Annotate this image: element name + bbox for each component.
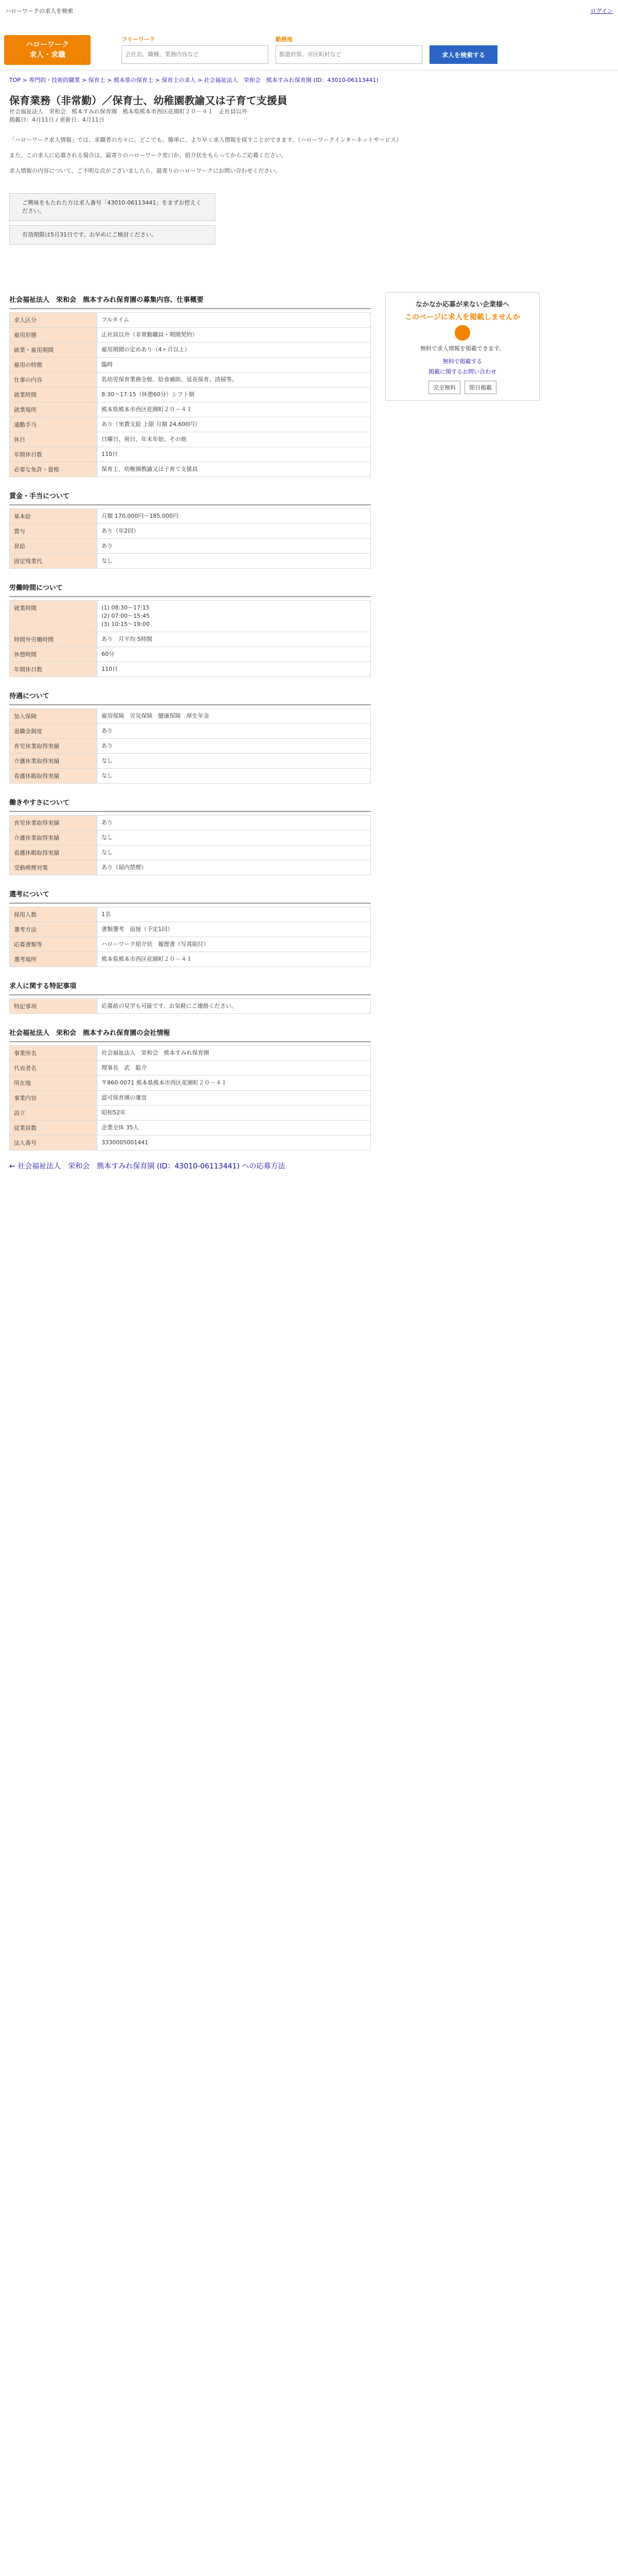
row-label: 代表者名 (10, 1061, 97, 1076)
row-value: なし (97, 769, 371, 784)
row-value: フルタイム (97, 313, 371, 328)
row-value: あり (97, 724, 371, 739)
section-title: 労働時間について (9, 578, 371, 597)
row-label: 育児休業取得実績 (10, 816, 97, 831)
row-label: 従業員数 (10, 1121, 97, 1136)
section-title: 働きやすさについて (9, 793, 371, 812)
row-label: 就業・雇用期間 (10, 343, 97, 358)
row-value: 書類選考 面接（予定1回） (97, 922, 371, 937)
megaphone-icon (455, 325, 470, 341)
row-label: 就業時間 (10, 601, 97, 632)
free-word-label: フリーワード (122, 36, 156, 43)
row-value: 臨時 (97, 358, 371, 372)
row-value: (1) 08:30〜17:15 (2) 07:00〜15:45 (3) 10:15〜19:00 (97, 601, 371, 632)
ad-tag: 完全無料 (428, 381, 460, 394)
table-row (10, 845, 371, 860)
table-row (10, 831, 371, 845)
row-label: 時間外労働時間 (10, 632, 97, 647)
table-row (10, 1091, 371, 1106)
ad-tag: 即日掲載 (465, 381, 496, 394)
intro-para: 求人情報の内容について、ご不明な点がございましたら、最寄りのハローワークにお問い合わせください。 (9, 167, 281, 174)
ad-link[interactable]: 無料で掲載する (442, 358, 483, 365)
section-table (9, 509, 371, 569)
row-value: 企業全体 35人 (97, 1121, 371, 1136)
row-label: 看護休暇取得実績 (10, 769, 97, 784)
table-row (10, 524, 371, 539)
table-row (10, 328, 371, 343)
row-value: 保育士、幼稚園教諭又は子育て支援員 (97, 462, 371, 477)
table-row (10, 372, 371, 387)
table-row (10, 632, 371, 647)
table-row (10, 999, 371, 1014)
free-word-input[interactable] (122, 45, 268, 64)
intro-para: 「ハローワーク求人情報」では、求職者の方々に、どこでも、簡単に、より早く求人情報を探すことができます。（ハローワークインターネットサービス） (9, 137, 402, 143)
notice-box (9, 193, 215, 221)
table-row (10, 754, 371, 769)
section-title: 選考について (9, 885, 371, 904)
row-label: 賞与 (10, 524, 97, 539)
row-value: 昭和52年 (97, 1106, 371, 1121)
section-table (9, 815, 371, 875)
row-label: 採用人数 (10, 907, 97, 922)
row-label: 介護休業取得実績 (10, 754, 97, 769)
section-title: 賃金・手当について (9, 486, 371, 505)
table-row (10, 432, 371, 447)
row-value: 認可保育園の運営 (97, 1091, 371, 1106)
table-row (10, 447, 371, 462)
row-label: 看護休暇取得実績 (10, 845, 97, 860)
row-value: 60分 (97, 647, 371, 662)
table-row (10, 724, 371, 739)
table-row (10, 1046, 371, 1061)
table-row (10, 1076, 371, 1091)
row-label: 仕事の内容 (10, 372, 97, 387)
table-row (10, 1121, 371, 1136)
location-input[interactable] (276, 45, 422, 64)
table-row (10, 417, 371, 432)
ad-text: 無料で求人情報を掲載できます。 (420, 345, 505, 352)
table-row (10, 709, 371, 724)
ad-highlight: このページに求人を掲載しませんか (405, 313, 520, 321)
section-title: 社会福祉法人 栄和会 熊本すみれ保育園の会社情報 (9, 1023, 371, 1042)
section-table (9, 600, 371, 677)
row-label: 受動喫煙対策 (10, 860, 97, 875)
row-value: 3330005001441 (97, 1136, 371, 1150)
job-details (9, 281, 371, 1150)
row-value: あり (97, 739, 371, 754)
row-value: 理事長 武 聡介 (97, 1061, 371, 1076)
row-value: あり（実費支給 上限 月額 24,600円） (97, 417, 371, 432)
header (0, 22, 618, 71)
row-value: あり (97, 539, 371, 554)
table-row (10, 343, 371, 358)
row-label: 求人区分 (10, 313, 97, 328)
row-value: 社会福祉法人 栄和会 熊本すみれ保育園 (97, 1046, 371, 1061)
table-row (10, 313, 371, 328)
table-row (10, 907, 371, 922)
row-value: 8:30〜17:15（休憩60分）シフト制 (97, 387, 371, 402)
row-label: 退職金制度 (10, 724, 97, 739)
row-value: 月額 170,000円〜185,000円 (97, 509, 371, 524)
section-table (9, 1045, 371, 1150)
row-value: なし (97, 831, 371, 845)
table-row (10, 1106, 371, 1121)
table-row (10, 937, 371, 952)
row-value: なし (97, 554, 371, 569)
row-label: 育児休業取得実績 (10, 739, 97, 754)
table-row (10, 922, 371, 937)
row-label: 介護休業取得実績 (10, 831, 97, 845)
row-value: 〒860-0071 熊本県熊本市西区花園町２０－４１ (97, 1076, 371, 1091)
row-label: 休日 (10, 432, 97, 447)
row-value: 雇用保険 労災保険 健康保険 厚生年金 (97, 709, 371, 724)
row-value: 熊本県熊本市西区花園町２０－４１ (97, 402, 371, 417)
table-row (10, 358, 371, 372)
ad-heading: なかなか応募が来ない企業様へ (415, 301, 509, 309)
row-label: 事業所名 (10, 1046, 97, 1061)
page-title: 保育業務（非常勤）／保育士、幼稚園教諭又は子育て支援員 (9, 94, 287, 107)
table-row (10, 509, 371, 524)
section-title: 求人に関する特記事項 (9, 976, 371, 995)
row-label: 加入保険 (10, 709, 97, 724)
table-row (10, 662, 371, 677)
intro-text (0, 128, 453, 189)
ad-link[interactable]: 掲載に関するお問い合わせ (428, 368, 496, 375)
row-value: なし (97, 754, 371, 769)
row-value: 乳幼児保育業務全般。給食補助、延長保育、清掃等。 (97, 372, 371, 387)
site-logo[interactable] (4, 35, 91, 65)
row-label: 基本給 (10, 509, 97, 524)
section-title: 社会福祉法人 栄和会 熊本すみれ保育園の募集内容、仕事概要 (9, 290, 371, 309)
site-tagline: ハローワークの求人を検索 (5, 8, 73, 14)
notice-expiry: 有効期限は5月31日です。お早めにご検討ください。 (22, 231, 158, 238)
row-label: 特記事項 (10, 999, 97, 1014)
table-row (10, 601, 371, 632)
row-value: 110日 (97, 662, 371, 677)
notice-box (9, 225, 215, 245)
row-value: あり (97, 816, 371, 831)
breadcrumb[interactable]: TOP > 専門的・技術的職業 > 保育士 > 熊本県の保育士 > 保育士の求人 > 社会福祉法人 栄和会 熊本すみれ保育園 (ID：43010-06113441) (9, 77, 379, 83)
row-label: 年間休日数 (10, 447, 97, 462)
apply-link[interactable]: ← 社会福祉法人 栄和会 熊本すみれ保育園 (ID：43010-06113441) への応募方法 (9, 1162, 285, 1171)
row-label: 休憩時間 (10, 647, 97, 662)
dates-subinfo: 掲載日：4月11日 / 更新日：4月11日 (9, 116, 105, 123)
row-label: 所在地 (10, 1076, 97, 1091)
row-value: あり（年2回） (97, 524, 371, 539)
employer-ad-box (385, 292, 540, 401)
intro-para: また、この求人に応募される場合は、最寄りのハローワーク窓口か、紹介状をもらってからご応募ください。 (9, 152, 287, 159)
table-row (10, 554, 371, 569)
row-value: なし (97, 845, 371, 860)
search-bar (122, 35, 497, 64)
table-row (10, 539, 371, 554)
row-label: 必要な免許・資格 (10, 462, 97, 477)
section-table (9, 708, 371, 784)
row-label: 応募書類等 (10, 937, 97, 952)
company-subinfo: 社会福祉法人 栄和会 熊本すみれ保育園 熊本県熊本市西区花園町２０－４１ 正社員以外 (9, 108, 247, 115)
table-row (10, 739, 371, 754)
notice-job-number: ご興味をもたれた方は求人番号「43010-06113441」をまずお控えください。 (22, 199, 201, 214)
location-label: 勤務地 (276, 36, 293, 43)
row-label: 年間休日数 (10, 662, 97, 677)
row-label: 就業時間 (10, 387, 97, 402)
row-value: 雇用期間の定めあり（4ヶ月以上） (97, 343, 371, 358)
table-row (10, 387, 371, 402)
row-label: 雇用形態 (10, 328, 97, 343)
row-value: あり 月平均 5時間 (97, 632, 371, 647)
table-row (10, 860, 371, 875)
search-button[interactable]: 求人を検索する (430, 45, 497, 64)
row-label: 雇用の特徴 (10, 358, 97, 372)
table-row (10, 1061, 371, 1076)
topbar (0, 0, 618, 22)
table-row (10, 952, 371, 967)
row-label: 就業場所 (10, 402, 97, 417)
row-label: 固定残業代 (10, 554, 97, 569)
logo-line2: 求人・求職 (29, 51, 65, 59)
row-value: 正社員以外（非常勤職員・期間契約） (97, 328, 371, 343)
row-value: 応募前の見学も可能です。お気軽にご連絡ください。 (97, 999, 371, 1014)
section-title: 待遇について (9, 686, 371, 705)
row-value: 1名 (97, 907, 371, 922)
row-label: 事業内容 (10, 1091, 97, 1106)
row-label: 設立 (10, 1106, 97, 1121)
section-table (9, 312, 371, 477)
table-row (10, 462, 371, 477)
row-value: 日曜日、祝日、年末年始、その他 (97, 432, 371, 447)
table-row (10, 769, 371, 784)
logo-line1: ハローワーク (26, 41, 69, 49)
table-row (10, 402, 371, 417)
row-value: 110日 (97, 447, 371, 462)
section-table (9, 998, 371, 1014)
row-label: 選考方法 (10, 922, 97, 937)
row-label: 通勤手当 (10, 417, 97, 432)
row-value: ハローワーク紹介状 履歴書（写真貼付） (97, 937, 371, 952)
table-row (10, 647, 371, 662)
table-row (10, 1136, 371, 1150)
row-value: あり（屋内禁煙） (97, 860, 371, 875)
row-label: 法人番号 (10, 1136, 97, 1150)
table-row (10, 816, 371, 831)
row-value: 熊本県熊本市西区花園町２０－４１ (97, 952, 371, 967)
row-label: 選考場所 (10, 952, 97, 967)
login-link[interactable]: ログイン (590, 8, 613, 14)
row-label: 昇給 (10, 539, 97, 554)
section-table (9, 907, 371, 967)
